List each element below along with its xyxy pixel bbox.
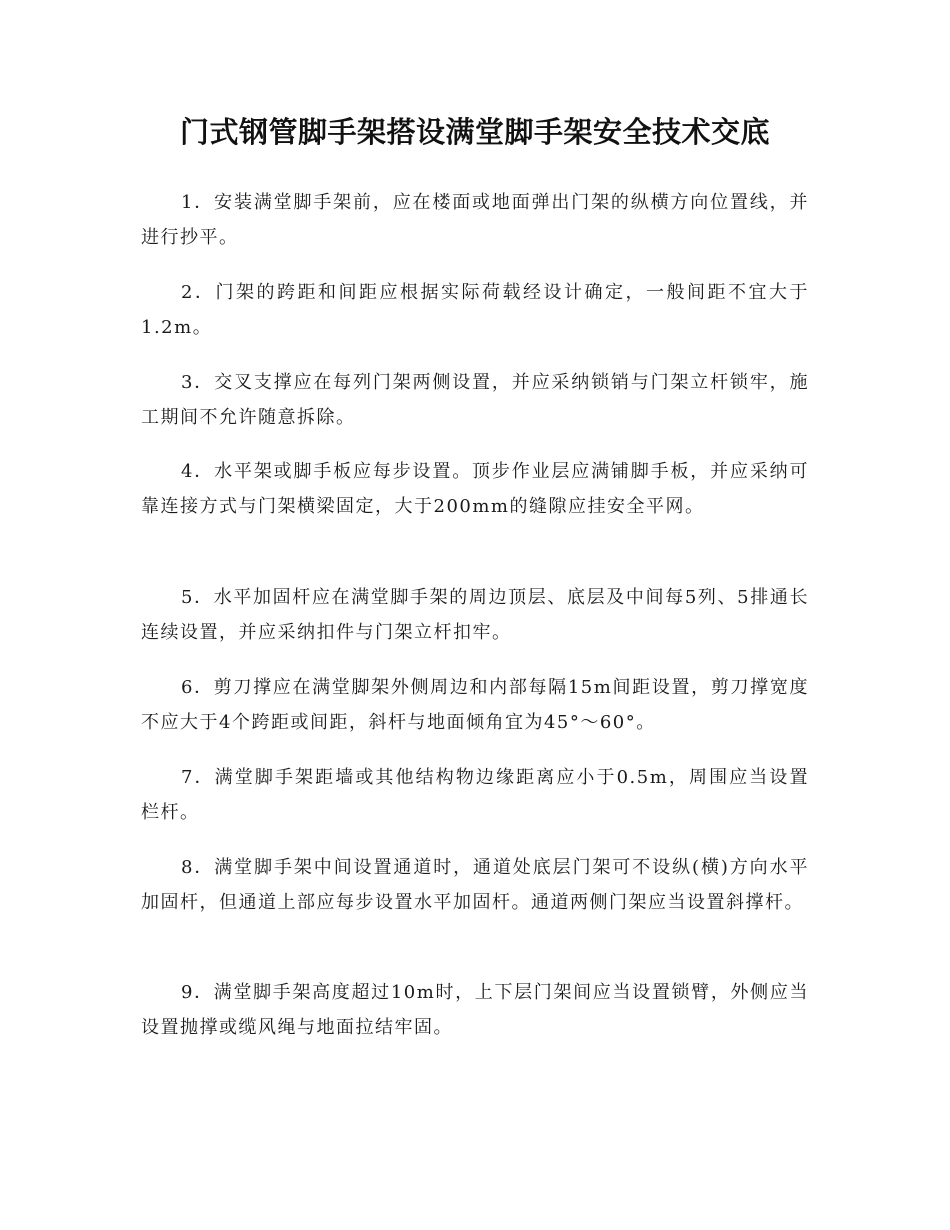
document-title: 门式钢管脚手架搭设满堂脚手架安全技术交底: [179, 115, 770, 149]
paragraph-6: 6．剪刀撑应在满堂脚架外侧周边和内部每隔15m间距设置，剪刀撑宽度不应大于4个跨距或间距，斜杆与地面倾角宜为45°～60°。: [141, 677, 809, 733]
paragraph-7: 7．满堂脚手架距墙或其他结构物边缘距离应小于0.5m，周围应当设置栏杆。: [141, 767, 809, 823]
paragraph-5: 5．水平加固杆应在满堂脚手架的周边顶层、底层及中间每5列、5排通长连续设置，并应采纳扣件与门架立杆扣牢。: [141, 587, 809, 643]
paragraph-1: 1．安装满堂脚手架前，应在楼面或地面弹出门架的纵横方向位置线，并进行抄平。: [141, 192, 809, 248]
paragraph-4: 4．水平架或脚手板应每步设置。顶步作业层应满铺脚手板，并应采纳可靠连接方式与门架横梁固定，大于200mm的缝隙应挂安全平网。: [141, 461, 809, 517]
paragraph-3: 3．交叉支撑应在每列门架两侧设置，并应采纳锁销与门架立杆锁牢，施工期间不允许随意拆除。: [141, 372, 809, 428]
paragraph-9: 9．满堂脚手架高度超过10m时，上下层门架间应当设置锁臂，外侧应当设置抛撑或缆风绳与地面拉结牢固。: [141, 982, 809, 1038]
paragraph-2: 2．门架的跨距和间距应根据实际荷载经设计确定，一般间距不宜大于1.2m。: [141, 282, 809, 338]
paragraph-8: 8．满堂脚手架中间设置通道时，通道处底层门架可不设纵(横)方向水平加固杆，但通道上部应每步设置水平加固杆。通道两侧门架应当设置斜撑杆。: [141, 857, 809, 913]
